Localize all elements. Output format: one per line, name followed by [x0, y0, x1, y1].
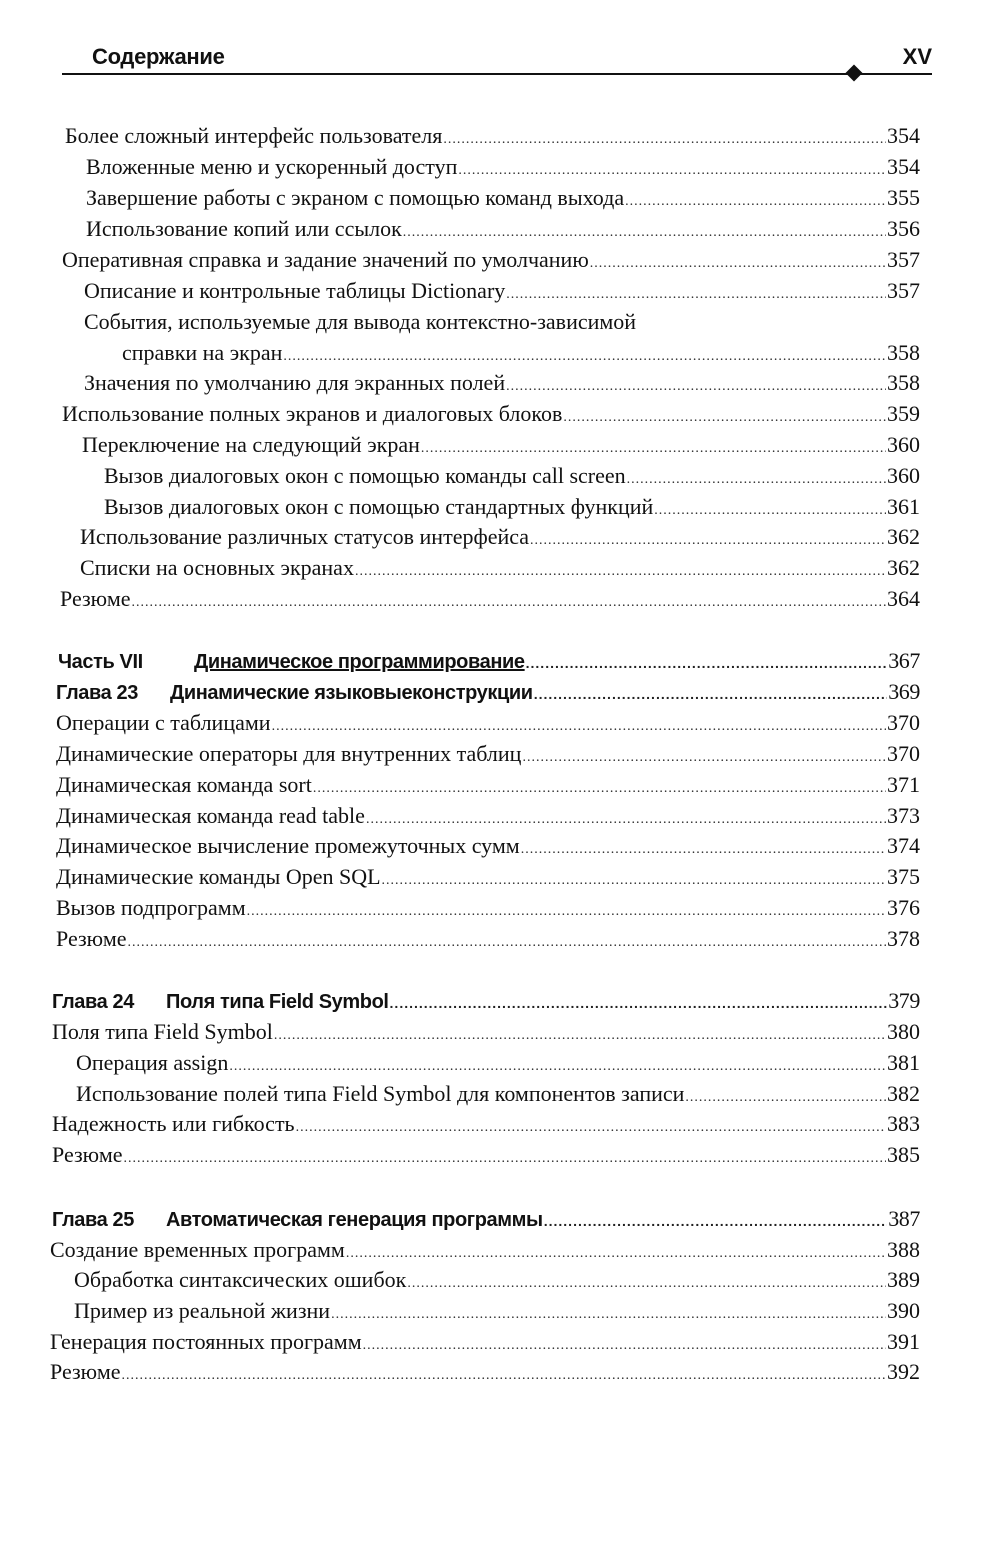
chapter-title: Динамические языковыеконструкции — [170, 682, 533, 704]
dot-leader — [128, 928, 886, 958]
toc-entry[interactable] — [76, 1079, 920, 1113]
chapter-heading-title — [52, 1205, 543, 1235]
toc-entry-page: 392 — [887, 1359, 920, 1384]
toc-entry-title: Резюме — [60, 586, 131, 611]
toc-entry[interactable] — [74, 1296, 920, 1330]
toc-entry[interactable] — [56, 801, 920, 835]
toc-entry-page: 390 — [887, 1298, 920, 1323]
toc-entry-page: 361 — [887, 494, 920, 519]
running-header-page-number: XV — [902, 44, 932, 69]
toc-entry-page: 355 — [887, 185, 920, 210]
running-header-title: Содержание — [92, 44, 225, 69]
chapter-number: Глава 23 — [56, 682, 138, 704]
toc-entry-title: Операции с таблицами — [56, 710, 271, 735]
toc-entry-title: Оперативная справка и задание значений по умолчанию — [62, 247, 589, 272]
toc-entry-title: Использование копий или ссылок — [86, 216, 402, 241]
dot-leader — [229, 1052, 886, 1082]
toc-entry[interactable] — [50, 1235, 920, 1269]
toc-entry-title: Использование полей типа Field Symbol для компонентов записи — [76, 1081, 685, 1106]
dot-leader — [296, 1113, 886, 1143]
toc-entry-page: 359 — [887, 401, 920, 426]
toc-entry-title: Динамическая команда sort — [56, 772, 312, 797]
toc-entry-title: Динамическое вычисление промежуточных сумм — [56, 833, 520, 858]
dot-leader — [274, 1021, 886, 1051]
dot-leader — [403, 218, 886, 248]
toc-entry-page: 389 — [887, 1267, 920, 1292]
toc-entry-page: 374 — [887, 833, 920, 858]
dot-leader — [544, 1206, 887, 1236]
dot-leader — [534, 679, 887, 709]
toc-entry-title: Завершение работы с экраном с помощью команд выхода — [86, 185, 625, 210]
toc-entry-title: Более сложный интерфейс пользователя — [65, 123, 443, 148]
chapter-number: Глава 24 — [52, 991, 134, 1013]
dot-leader — [627, 465, 886, 495]
toc-entry[interactable] — [122, 338, 920, 372]
toc-entry[interactable] — [74, 1265, 920, 1299]
toc-entry-title: Значения по умолчанию для экранных полей — [84, 370, 506, 395]
toc-entry-title: Надежность или гибкость — [52, 1111, 295, 1136]
dot-leader — [247, 897, 886, 927]
chapter-page: 369 — [888, 679, 920, 704]
dot-leader — [313, 774, 886, 804]
toc-entry[interactable] — [82, 430, 920, 464]
dot-leader — [132, 588, 886, 618]
toc-entry[interactable] — [56, 708, 920, 742]
toc-entry[interactable] — [56, 862, 920, 896]
toc-entry[interactable] — [65, 121, 920, 155]
chapter-number: Глава 25 — [52, 1209, 134, 1231]
toc-entry-title: Вызов подпрограмм — [56, 895, 246, 920]
chapter-page: 387 — [888, 1206, 920, 1231]
toc-entry-page: 357 — [887, 278, 920, 303]
toc-entry[interactable] — [56, 770, 920, 804]
toc-entry-page: 382 — [887, 1081, 920, 1106]
chapter-title: Автоматическая генерация программы — [166, 1209, 543, 1231]
toc-entry-page: 362 — [887, 524, 920, 549]
toc-entry-page: 388 — [887, 1237, 920, 1262]
toc-entry-title: Вложенные меню и ускоренный доступ — [86, 154, 458, 179]
toc-entry-title: Пример из реальной жизни — [74, 1298, 331, 1323]
toc-entry[interactable] — [52, 1017, 920, 1051]
dot-leader — [506, 372, 886, 402]
toc-entry-title: Использование различных статусов интерфейса — [80, 524, 530, 549]
toc-entry-title: Динамические команды Open SQL — [56, 864, 381, 889]
toc-entry-title: Переключение на следующий экран — [82, 432, 420, 457]
toc-entry-page: 360 — [887, 432, 920, 457]
dot-leader — [526, 648, 888, 678]
toc-entry-page: 354 — [887, 123, 920, 148]
toc-entry-title: Резюме — [56, 926, 127, 951]
dot-leader — [530, 526, 886, 556]
toc-entry-page: 371 — [887, 772, 920, 797]
dot-leader — [458, 156, 886, 186]
toc-entry[interactable] — [60, 584, 920, 618]
dot-leader — [421, 434, 886, 464]
toc-entry-title: Резюме — [50, 1359, 121, 1384]
toc-entry-page: 358 — [887, 370, 920, 395]
toc-entry-page: 381 — [887, 1050, 920, 1075]
toc-entry-page: 383 — [887, 1111, 920, 1136]
chapter-title: Поля типа Field Symbol — [166, 991, 389, 1013]
dot-leader — [563, 403, 886, 433]
toc-entry[interactable] — [56, 739, 920, 773]
toc-entry-page: 376 — [887, 895, 920, 920]
toc-entry-page: 360 — [887, 463, 920, 488]
dot-leader — [272, 712, 886, 742]
toc-entry[interactable] — [62, 399, 920, 433]
toc-entry-title: Описание и контрольные таблицы Dictionary — [84, 278, 506, 303]
dot-leader — [443, 125, 886, 155]
toc-entry[interactable] — [104, 492, 920, 526]
toc-entry[interactable] — [84, 276, 920, 310]
dot-leader — [331, 1300, 886, 1330]
dot-leader — [382, 866, 886, 896]
toc-entry[interactable] — [104, 461, 920, 495]
dot-leader — [390, 988, 888, 1018]
chapter-heading-title — [52, 987, 389, 1017]
toc-entry-page: 357 — [887, 247, 920, 272]
toc-entry-page: 385 — [887, 1142, 920, 1167]
toc-entry-title-line2: справки на экран — [122, 340, 283, 365]
toc-entry-page: 380 — [887, 1019, 920, 1044]
part-title: Динамическое программирование — [194, 651, 525, 673]
toc-entry[interactable] — [86, 183, 920, 217]
toc-entry-title: Вызов диалоговых окон с помощью стандартных функций — [104, 494, 654, 519]
toc-entry[interactable] — [80, 522, 920, 556]
dot-leader — [522, 743, 886, 773]
toc-chapter-heading[interactable] — [52, 986, 920, 1018]
toc-entry-title: Резюме — [52, 1142, 123, 1167]
toc-entry[interactable] — [50, 1357, 920, 1391]
toc-entry-page: 364 — [887, 586, 920, 611]
toc-entry[interactable] — [86, 152, 920, 186]
toc-entry[interactable] — [84, 368, 920, 402]
toc-entry[interactable] — [62, 245, 920, 279]
chapter-heading-title — [56, 678, 533, 708]
toc-entry-title: Использование полных экранов и диалоговых блоков — [62, 401, 563, 426]
toc-entry-title: Генерация постоянных программ — [50, 1329, 362, 1354]
toc-entry[interactable] — [52, 1109, 920, 1143]
part-number: Часть VII — [58, 651, 143, 673]
toc-entry-page: 391 — [887, 1329, 920, 1354]
toc-entry-title-line1: События, используемые для вывода контекстно-зависимой — [84, 309, 637, 334]
part-heading-title — [58, 647, 525, 677]
toc-entry-title: Создание временных программ — [50, 1237, 345, 1262]
toc-entry[interactable] — [52, 1140, 920, 1174]
toc-entry-page: 362 — [887, 555, 920, 580]
toc-entry[interactable] — [76, 1048, 920, 1082]
chapter-page: 379 — [888, 988, 920, 1013]
toc-entry-title: Динамическая команда read table — [56, 803, 365, 828]
toc-entry-title: Вызов диалоговых окон с помощью команды call screen — [104, 463, 626, 488]
toc-entry[interactable] — [56, 924, 920, 958]
toc-entry-page: 356 — [887, 216, 920, 241]
dot-leader — [625, 187, 886, 217]
dot-leader — [355, 557, 886, 587]
dot-leader — [407, 1269, 886, 1299]
dot-leader — [122, 1361, 886, 1391]
toc-entry-page: 378 — [887, 926, 920, 951]
toc-chapter-heading[interactable] — [52, 1204, 920, 1236]
dot-leader — [124, 1144, 886, 1174]
dot-leader — [506, 280, 886, 310]
toc-entry-title: Списки на основных экранах — [80, 555, 354, 580]
dot-leader — [590, 249, 886, 279]
toc-entry-title: Поля типа Field Symbol — [52, 1019, 273, 1044]
toc-chapter-heading[interactable] — [56, 677, 920, 709]
toc-entry[interactable] — [56, 893, 920, 927]
toc-entry[interactable] — [50, 1327, 920, 1361]
toc-entry-page: 370 — [887, 741, 920, 766]
dot-leader — [521, 835, 886, 865]
toc-entry-title: Операция assign — [76, 1050, 229, 1075]
toc-entry-page: 354 — [887, 154, 920, 179]
toc-entry-page: 358 — [887, 340, 920, 365]
toc-entry-page: 373 — [887, 803, 920, 828]
part-page: 367 — [888, 648, 920, 673]
toc-entry-page: 370 — [887, 710, 920, 735]
toc-entry-page: 375 — [887, 864, 920, 889]
toc-entry[interactable] — [80, 553, 920, 587]
toc-entry[interactable] — [56, 831, 920, 865]
toc-entry-title: Динамические операторы для внутренних таблиц — [56, 741, 522, 766]
toc-entry-title: Обработка синтаксических ошибок — [74, 1267, 407, 1292]
toc-part-heading[interactable] — [58, 646, 920, 678]
toc-entry[interactable] — [86, 214, 920, 248]
